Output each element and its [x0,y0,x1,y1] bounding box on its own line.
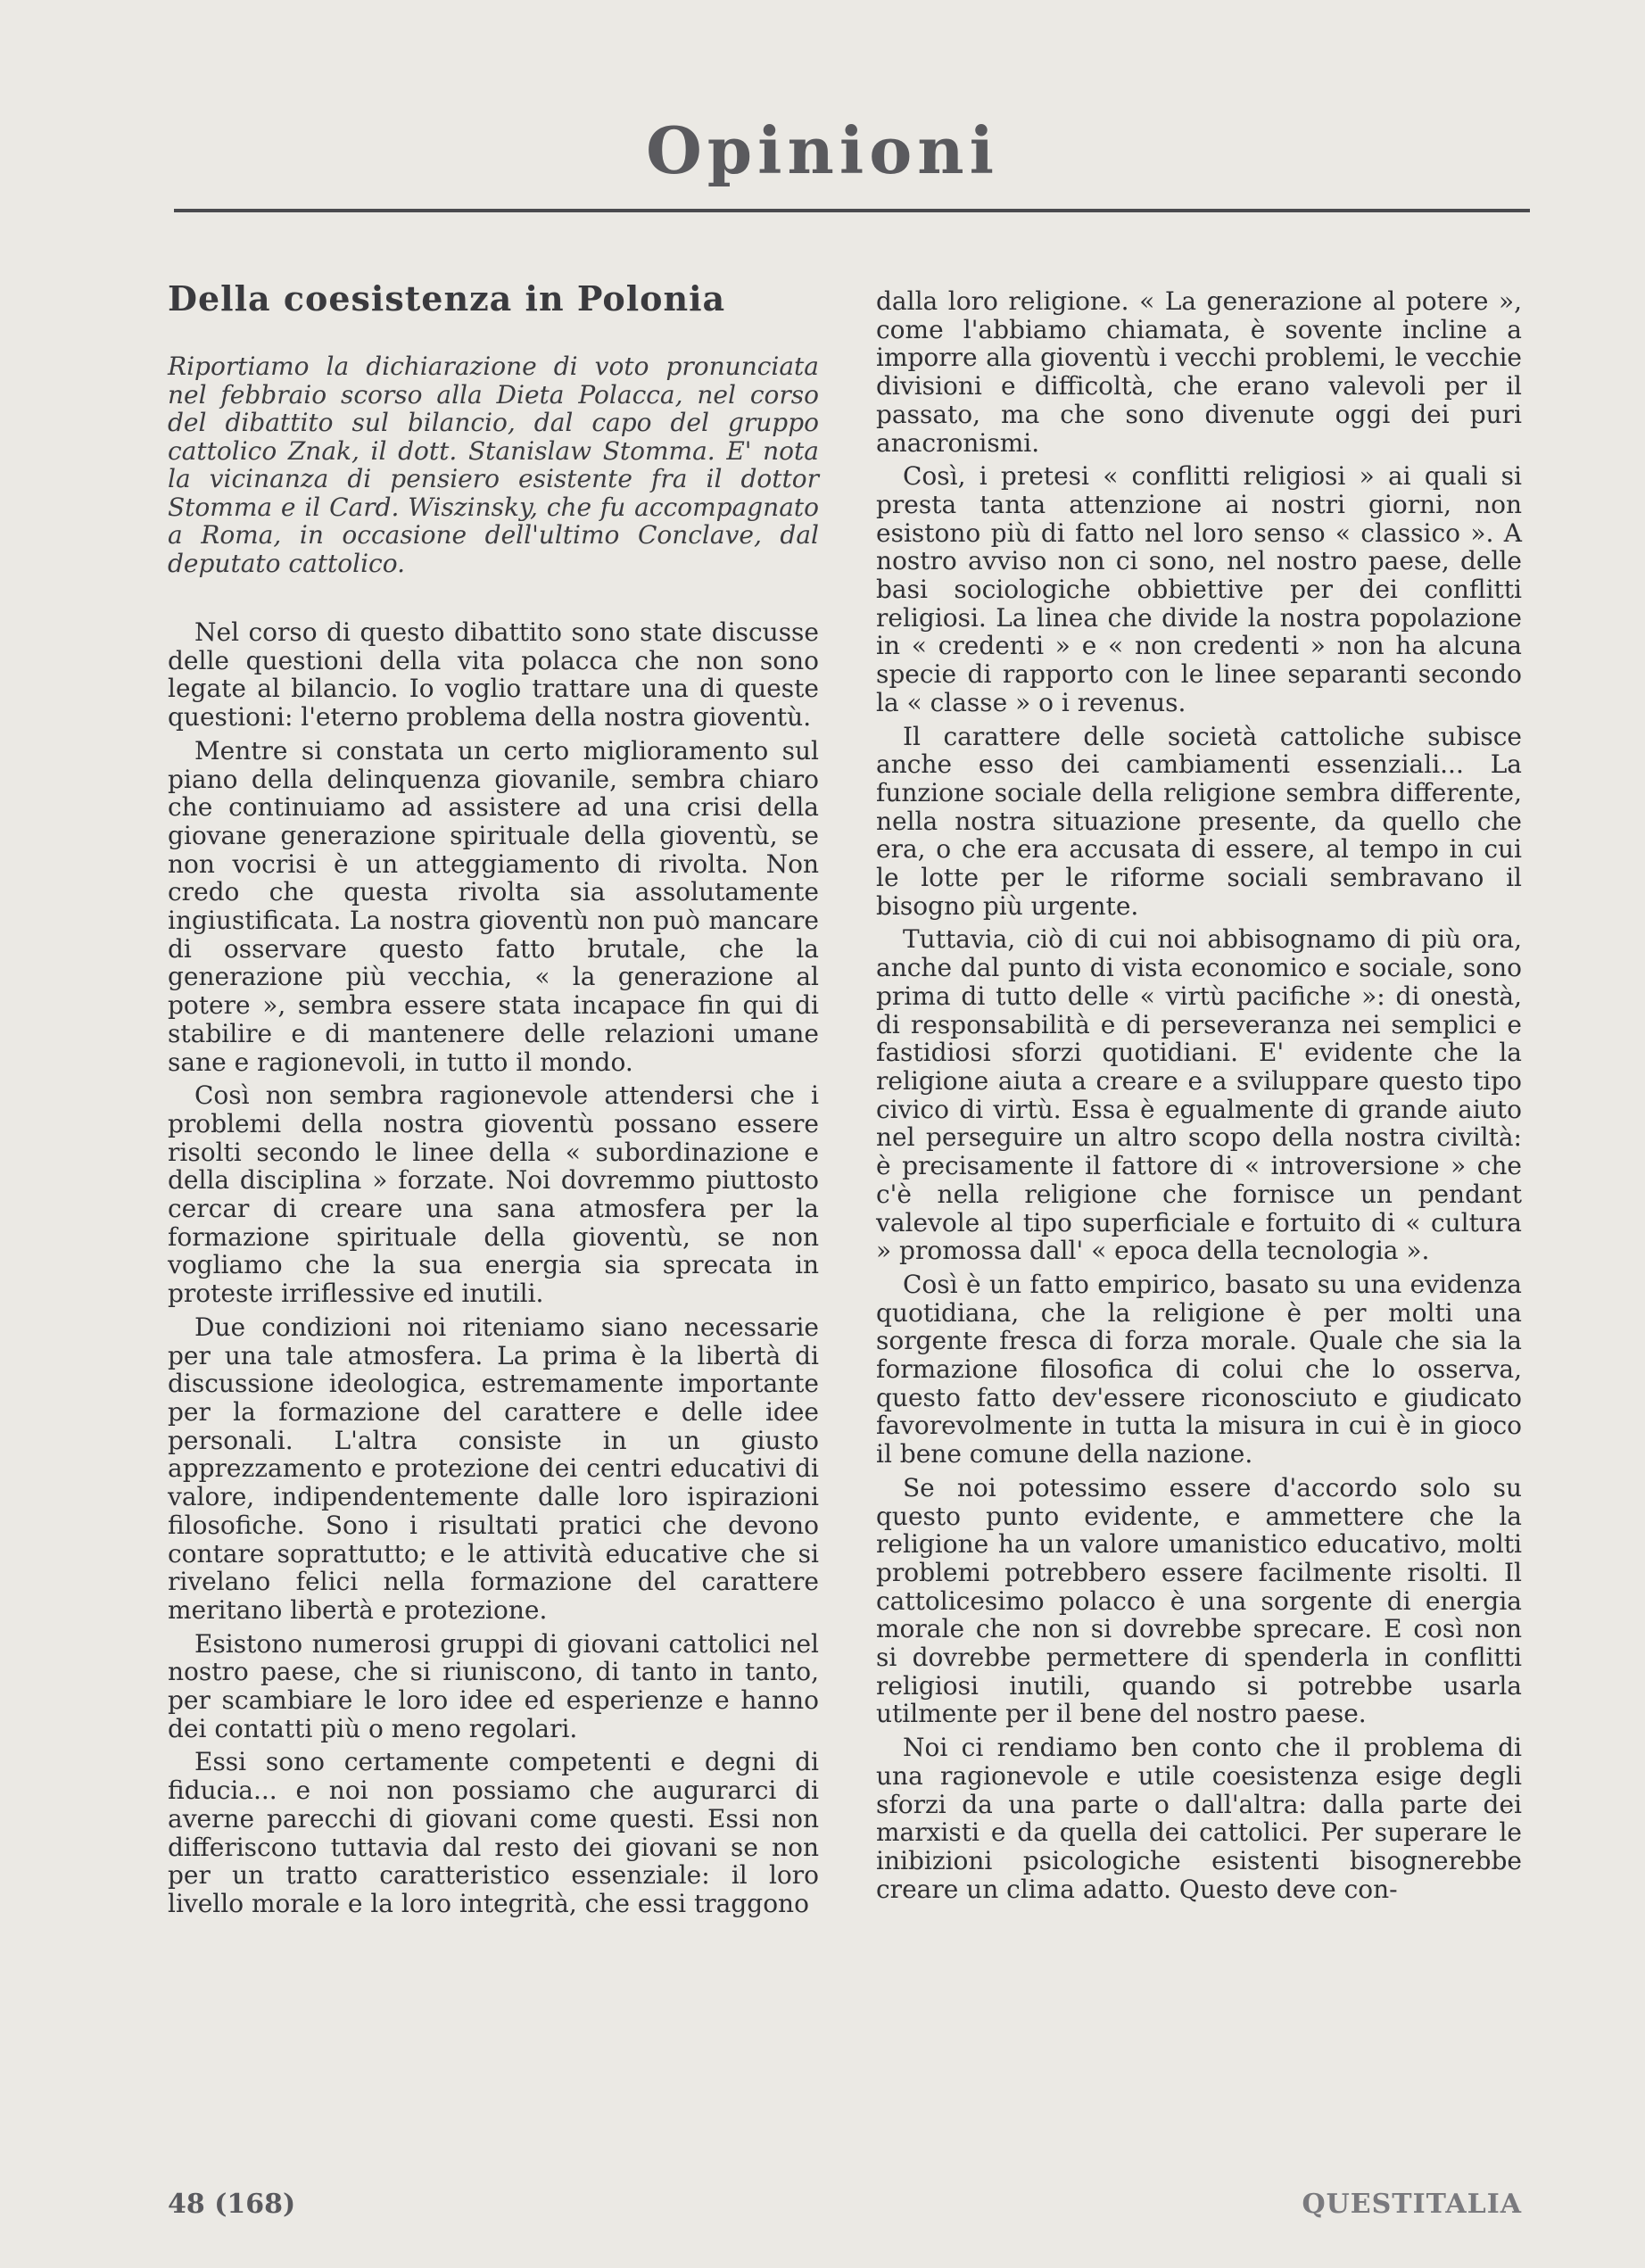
paragraph: Due condizioni noi riteniamo siano necessarie per una tale atmosfera. La prima è la libertà di discussione ideologica, estremamente importante per la formazione del carattere e delle idee personali. L'altra consiste in un giusto apprezzamento e protezione dei centri educativi di valore, indipendentemente dalle loro ispirazioni filosofiche. Sono i risultati pratici che devono contare soprattutto; e le attività educative che si rivelano felici nella formazione del carattere meritano libertà e protezione. [168,1312,819,1625]
section-title: Opinioni [646,112,999,188]
paragraph: Se noi potessimo essere d'accordo solo su questo punto evidente, e ammettere che la religione ha un valore umanistico educativo, molti problemi potrebbero essere facilmente risolti. Il cattolicesimo polacco è una sorgente di energia morale che non si dovrebbe sprecare. E così non si dovrebbe permettere di spenderla in conflitti religiosi inutili, quando si potrebbe usarla utilmente per il bene del nostro paese. [876,1472,1522,1729]
paragraph: Tuttavia, ciò di cui noi abbisognamo di più ora, anche dal punto di vista economico e sociale, sono prima di tutto delle « virtù pacifiche »: di onestà, di responsabilità e di perseveranza nei semplici e fastidiosi sforzi quotidiani. E' evidente che la religione aiuta a creare e a sviluppare questo tipo civico di virtù. Essa è egualmente di grande aiuto nel perseguire un altro scopo della nostra civiltà: è precisamente il fattore di « introversione » che c'è nella religione che fornisce un pendant valevole al tipo superficiale e fortuito di « cultura » promossa dall' « epoca della tecnologia ». [876,924,1522,1266]
paragraph: Esistono numerosi gruppi di giovani cattolici nel nostro paese, che si riuniscono, di tanto in tanto, per scambiare le loro idee ed esperienze e hanno dei contatti più o meno regolari. [168,1628,819,1743]
paragraph: Così non sembra ragionevole attendersi che i problemi della nostra gioventù possano essere risolti secondo le linee della « subordinazione e della disciplina » forzate. Noi dovremmo piuttosto cercar di creare una sana atmosfera per la formazione spirituale della gioventù, se non vogliamo che la sua energia sia sprecata in proteste irriflessive ed inutili. [168,1080,819,1309]
paragraph: Il carattere delle società cattoliche subisce anche esso dei cambiamenti essenziali... La funzione sociale della religione sembra differente, nella nostra situazione presente, da quello che era, o che era accusata di essere, al tempo in cui le lotte per le riforme sociali sembravano il bisogno più urgente. [876,721,1522,921]
page-number: 48 (168) [168,2189,296,2220]
article-intro: Riportiamo la dichiarazione di voto pronunciata nel febbraio scorso alla Dieta Polacca, nel corso del dibattito sul bilancio, dal capo del gruppo cattolico Znak, il dott. Stanislaw Stomma. E' nota la vicinanza di pensiero esistente fra il dottor Stomma e il Card. Wiszinsky, che fu accompagnato a Roma, in occasione dell'ultimo Conclave, dal deputato cattolico. [168,352,819,578]
left-column [168,278,819,1918]
paragraph: Essi sono certamente competenti e degni di fiducia... e noi non possiamo che augurarci di averne parecchi di giovani come questi. Essi non differiscono tuttavia dal resto dei giovani se non per un tratto caratteristico essenziale: il loro livello morale e la loro integrità, che essi traggono [168,1747,819,1918]
paragraph: Noi ci rendiamo ben conto che il problema di una ragionevole e utile coesistenza esige degli sforzi da una parte o dall'altra: dalla parte dei marxisti e da quella dei cattolici. Per superare le inibizioni psicologiche esistenti bisognerebbe creare un clima adatto. Questo deve con- [876,1733,1522,1904]
magazine-name: QUESTITALIA [1302,2189,1522,2220]
paragraph: dalla loro religione. « La generazione al potere », come l'abbiamo chiamata, è sovente incline a imporre alla gioventù i vecchi problemi, le vecchie divisioni e difficoltà, che erano valevoli per il passato, ma che sono divenute oggi dei puri anacronismi. [876,286,1522,458]
paragraph: Nel corso di questo dibattito sono state discusse delle questioni della vita polacca che non sono legate al bilancio. Io voglio trattare una di queste questioni: l'eterno problema della nostra gioventù. [168,617,819,733]
paragraph: Mentre si constata un certo miglioramento sul piano della delinquenza giovanile, sembra chiaro che continuiamo ad assistere ad una crisi della giovane generazione spirituale della gioventù, se non vocrisi è un atteggiamento di rivolta. Non credo che questa rivolta sia assolutamente ingiustificata. La nostra gioventù non può mancare di osservare questo fatto brutale, che la generazione più vecchia, « la generazione al potere », sembra essere stata incapace fin qui di stabilire e di mantenere delle relazioni umane sane e ragionevoli, in tutto il mondo. [168,735,819,1077]
header-rule [174,209,1530,212]
paragraph: Così è un fatto empirico, basato su una evidenza quotidiana, che la religione è per molti una sorgente fresca di forza morale. Quale che sia la formazione filosofica di colui che lo osserva, questo fatto dev'essere riconosciuto e giudicato favorevolmente in tutta la misura in cui è in gioco il bene comune della nazione. [876,1269,1522,1469]
article-title: Della coesistenza in Polonia [168,278,726,319]
right-column [876,287,1522,1903]
paragraph: Così, i pretesi « conflitti religiosi » ai quali si presta tanta attenzione ai nostri giorni, non esistono più di fatto nel loro senso « classico ». A nostro avviso non ci sono, nel nostro paese, delle basi sociologiche obbiettive per dei conflitti religiosi. La linea che divide la nostra popolazione in « credenti » e « non credenti » non ha alcuna specie di rapporto con le linee separanti secondo la « classe » o i revenus. [876,461,1522,717]
